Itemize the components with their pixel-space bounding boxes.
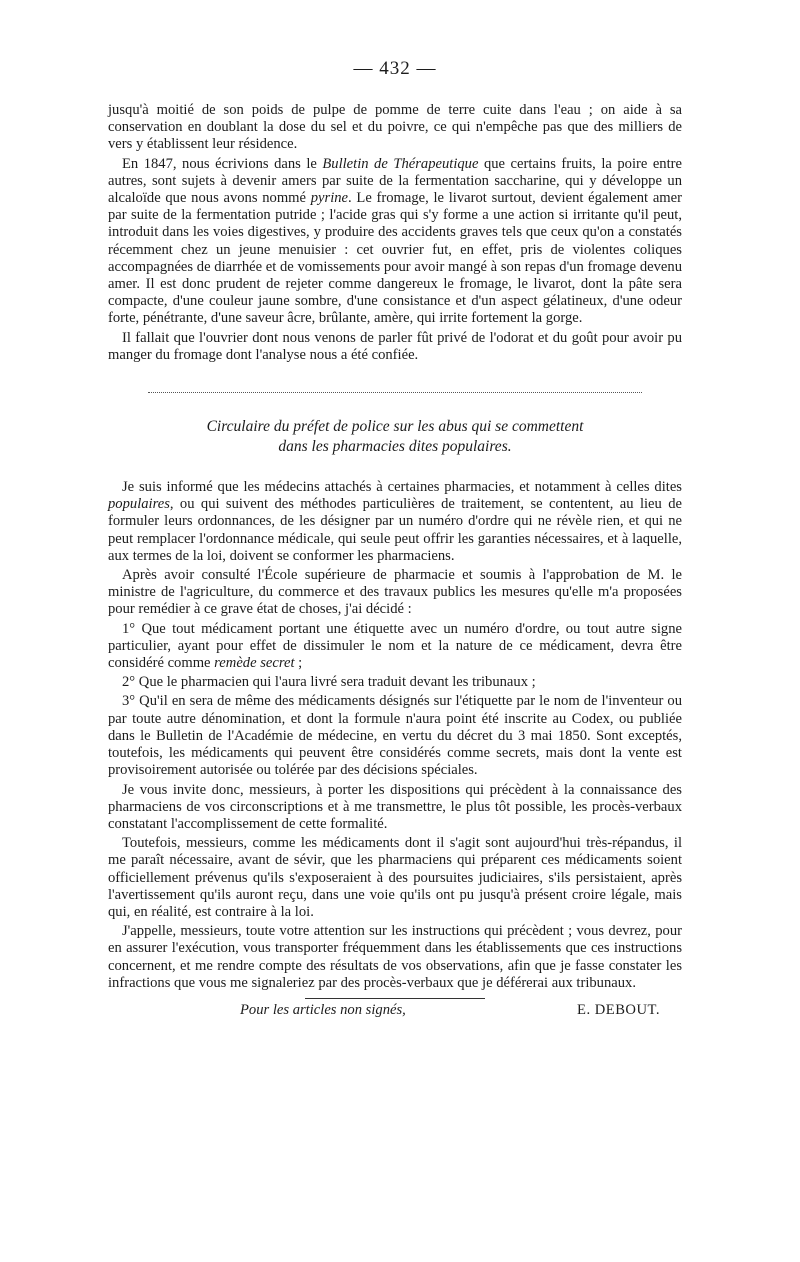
paragraph-text: que certains fruits, la poire entre autres, sont sujets à devenir amers par suite de la fermentation saccharine, qui y développe un alcaloïde que nous avons nommé — [108, 155, 682, 207]
section-divider — [148, 392, 642, 393]
article-cheese-text — [108, 102, 682, 364]
paragraph: Il fallait que l'ouvrier dont nous venons de parler fût privé de l'odorat et du goût pour avoir pu manger du fromage dont l'analyse nous a été confiée. — [108, 329, 682, 363]
paragraph-text: ; — [294, 655, 303, 672]
signature-line — [108, 1001, 682, 1021]
footer-note: Pour les articles non signés, — [240, 1001, 406, 1018]
paragraph-text: . — [348, 190, 357, 207]
circular-heading — [108, 417, 682, 457]
emphasis-term: remède secret — [214, 655, 295, 672]
paragraph-text: Je suis informé que les médecins attachés à certaines pharmacies, et notamment à celles dites — [122, 479, 682, 496]
list-item — [108, 621, 682, 673]
paragraph — [108, 479, 682, 565]
alkaloid-name: pyrine — [310, 190, 349, 207]
author-signature: E. DEBOUT. — [577, 1001, 660, 1018]
paragraph: Je vous invite donc, messieurs, à porter les dispositions qui précèdent à la connaissance des pharmaciens de vos circonscriptions et à me transmettre, le plus tôt possible, les procès-verbaux constatant l'accomplissement de cette formalité. — [108, 781, 682, 832]
paragraph-text: 1° Que tout médicament portant une étiquette avec un numéro d'ordre, ou tout autre signe particulier, ayant pour effet de dissimuler le nom et la nature de ce médicament, devra être considéré comme — [108, 620, 682, 672]
paragraph: J'appelle, messieurs, toute votre attention sur les instructions qui précèdent ; vous devrez, pour en assurer l'exécution, vous transporter fréquemment dans les établissements que ces instructions concernent, et me rendre compte des résultats de vos observations, afin que je fasse constater les infractions que vous me signaleriez par des procès-verbaux que je déférerai aux tribunaux. — [108, 923, 682, 991]
paragraph: Toutefois, messieurs, comme les médicaments dont il s'agit sont aujourd'hui très-répandus, il me paraît nécessaire, avant de sévir, que les pharmaciens qui préparent ces médicaments soient officiellement prévenus qu'ils s'exposeraient à des poursuites judiciaires, s'ils persistaient, après l'avertissement qu'ils auront reçu, dans une voie qu'ils ont pu jusqu'à présent croire légale, mais qui, en réalité, est contraire à la loi. — [108, 835, 682, 920]
paragraph-text: Le fromage, le livarot surtout, devient également amer par suite de la fermentation putride ; l'acide gras qui s'y forme a une action si irritante qu'il peut, introduit dans les voies digestives, y produire des accidents graves tels que ceux qu'on a constatés récemment chez un jeune menuisier : cet ouvrier fut, en effet, pris de violentes coliques accompagnées de diarrhée et de vomissements pour avoir mangé à son repas d'un fromage devenu amer. Il est donc prudent de rejeter comme dangereux le fromage, le livarot, dont la pâte sera compacte, d'une couleur jaune sombre, d'une consistance et d'un aspect gélatineux, d'une odeur forte, pénétrante, d'une saveur âcre, brûlante, amère, qui irrite fortement la gorge. — [108, 190, 683, 327]
page-number: — 432 — — [353, 58, 437, 79]
paragraph: jusqu'à moitié de son poids de pulpe de pomme de terre cuite dans l'eau ; on aide à sa conservation en doublant la dose du sel et du poivre, ce qui n'empêche pas que des milliers de vers y établissent leur résidence. — [108, 102, 682, 153]
list-item: 2° Que le pharmacien qui l'aura livré sera traduit devant les tribunaux ; — [122, 674, 536, 691]
footer-divider — [305, 998, 485, 999]
heading-line: Circulaire du préfet de police sur les abus qui se commettent — [206, 418, 584, 436]
list-item: 3° Qu'il en sera de même des médicaments désignés sur l'étiquette par le nom de l'inventeur ou par toute autre dénomination, et dont la formule n'aura point été inscrite au Codex, ou publiée dans le Bulletin de l'Académie de médecine, en vertu du décret du 3 mai 1850. Sont exceptés, toutefois, les médicaments qui peuvent être considérés comme secrets, mais dont la vente est provisoirement autorisée ou tolérée par des décisions spéciales. — [108, 693, 682, 779]
paragraph-text: En 1847, nous écrivions dans le — [122, 155, 323, 172]
paragraph: Après avoir consulté l'École supérieure de pharmacie et soumis à l'approbation de M. le ministre de l'agriculture, du commerce et des travaux publics les mesures qu'elle m'a proposées pour remédier à ce grave état de choses, j'ai décidé : — [108, 567, 682, 618]
paragraph — [108, 156, 682, 328]
paragraph-text: , ou qui suivent des méthodes particulières de traitement, se contentent, au lieu de formuler leurs ordonnances, de les désigner par un numéro d'ordre qui ne révèle rien, et qui ne peut remplacer l'ordonnance médicale, qui seule peut offrir les garanties nécessaires, et à laquelle, aux termes de la loi, doivent se conformer les pharmaciens. — [108, 496, 682, 564]
circular-text — [108, 479, 682, 992]
journal-title: Bulletin de Thérapeutique — [322, 155, 479, 172]
emphasis-term: populaires — [108, 496, 170, 513]
heading-line: dans les pharmacies dites populaires. — [278, 438, 512, 456]
document-page — [108, 58, 682, 1021]
